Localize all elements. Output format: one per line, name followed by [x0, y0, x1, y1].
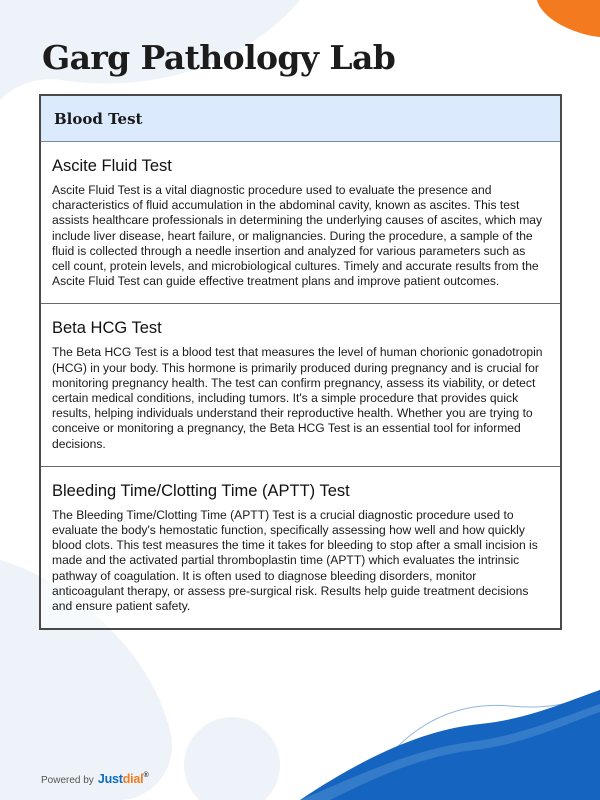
registered-mark: ® — [143, 772, 149, 779]
brand-part-dial: dial — [122, 772, 144, 786]
card-header: Blood Test — [41, 96, 560, 142]
footer — [41, 772, 148, 786]
page-title: Garg Pathology Lab — [42, 38, 396, 77]
brand-part-just: Just — [97, 772, 123, 786]
background-top-right-orange-shape — [537, 0, 600, 37]
section-description: The Bleeding Time/Clotting Time (APTT) Test is a crucial diagnostic procedure used to evaluate the body's hemostatic function, specifically assessing how well and how quickly blood clots. This test measures the time it takes for bleeding to stop after a small incision is made and the activated partial thromboplastin time (APTT) which evaluates the intrinsic pathway of coagulation. It is often used to diagnose bleeding disorders, monitor anticoagulant therapy, or assess pre-surgical risk. Results help guide treatment decisions and ensure patient safety. — [52, 507, 538, 614]
test-section-bleeding-clotting-time — [41, 467, 560, 628]
test-section-ascite-fluid — [41, 142, 560, 304]
section-title: Ascite Fluid Test — [52, 157, 172, 175]
test-section-beta-hcg — [41, 304, 560, 466]
test-category-card — [39, 94, 562, 630]
section-description: Ascite Fluid Test is a vital diagnostic procedure used to evaluate the presence and characteristics of fluid accumulation in the abdominal cavity, known as ascites. This test assists healthcare professionals in determining the underlying causes of ascites, which may include liver disease, heart failure, or malignancies. During the procedure, a sample of the fluid is collected through a needle insertion and analyzed for various parameters such as cell count, protein levels, and microbiological cultures. Timely and accurate results from the Ascite Fluid Test can guide effective treatment plans and improve patient outcomes. — [52, 183, 543, 289]
section-title: Bleeding Time/Clotting Time (APTT) Test — [52, 481, 350, 500]
section-description: The Beta HCG Test is a blood test that measures the level of human chorionic gonadotropin (HCG) in your body. This hormone is primarily produced during pregnancy and is crucial for monitoring pregnancy health. The test can confirm pregnancy, assess its viability, or detect certain medical conditions, including tumors. It's a simple procedure that provides quick results, helping individuals understand their reproductive health. Whether you are trying to conceive or monitoring a pregnancy, the Beta HCG Test is an essential tool for informed decisions. — [52, 345, 543, 451]
section-title: Beta HCG Test — [52, 319, 162, 338]
justdial-logo[interactable] — [98, 772, 149, 786]
powered-by-label: Powered by — [41, 775, 94, 786]
background-circle — [184, 717, 280, 800]
